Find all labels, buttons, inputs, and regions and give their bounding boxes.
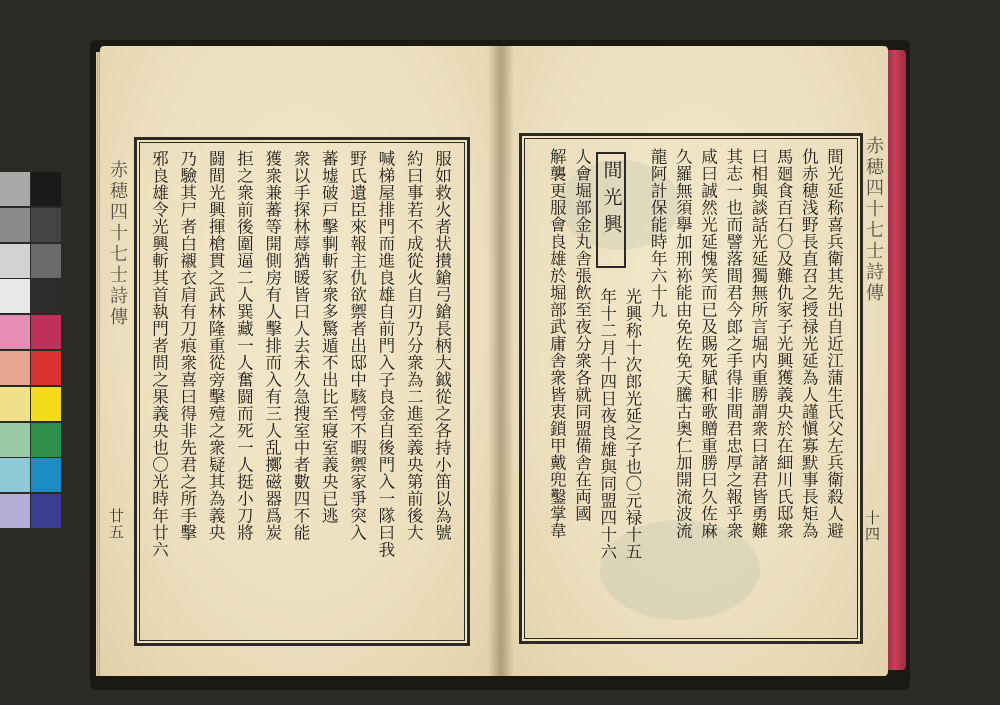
section-title: 間光興 [600, 160, 623, 241]
color-chip [31, 172, 61, 206]
text-column: 喊梯屋排門而進良雄自前門入子良金自後門入一隊曰我 [375, 150, 395, 558]
text-column: 馬廻食百石〇及難仇家子光興獲義央於在細川氏邸衆 [774, 148, 794, 539]
color-chip [31, 387, 61, 421]
left-page-number: 廿五 [107, 508, 125, 540]
text-column: 其志一也而譬落間君今郎之手得非間君忠厚之報乎衆 [723, 148, 743, 539]
color-chip [0, 423, 30, 457]
color-chip [31, 423, 61, 457]
text-column: 闘間光興揮槍貫之武林隆重從旁擊殪之衆疑其為義央 [206, 150, 226, 541]
text-column: 曰相與談話光延獨無所言堀内重勝謂衆曰諸君皆勇難 [748, 148, 768, 539]
text-column: 約曰事若不成從火自刃乃分衆為二進至義央第前後大 [404, 150, 424, 541]
color-chip [0, 208, 30, 242]
right-running-head: 赤穂四十七士詩傳 [863, 136, 884, 304]
color-chip [31, 279, 61, 313]
color-chip [0, 494, 30, 528]
text-column: 野氏遺臣來報主仇欲禦者出邸中駭愕不暇禦家爭突入 [347, 150, 367, 541]
color-chip [0, 172, 30, 206]
text-column: 年十二月十四日夜良雄與同盟四十六 [597, 288, 617, 560]
text-column: 咸曰誠然光延愧笑而已及賜死賦和歌贈重勝曰久佐麻 [698, 148, 718, 539]
color-chip [0, 387, 30, 421]
color-chip [31, 315, 61, 349]
text-column: 光興称十次郎光延之子也〇元禄十五 [622, 288, 642, 560]
text-column: 久羅無須擧加刑袮能由免佐免天騰古奥仁加開流波流 [673, 148, 693, 539]
text-column: 衆以手探林蓐猶暖皆曰人去未久急搜室中者數四不能 [291, 150, 310, 541]
text-column: 人會堀部金丸舎張飲至夜分衆各就同盟備舎在両國 [572, 148, 592, 522]
color-chip [31, 208, 61, 242]
color-chip [0, 458, 30, 492]
right-page-number: 十四 [863, 510, 881, 542]
text-column: 獲衆兼蕃等開側房有人擊排而入有三人乱擲磁器爲炭 [262, 150, 282, 541]
left-running-head: 赤穂四十七士詩傳 [107, 160, 128, 328]
color-chip [0, 279, 30, 313]
text-column: 解襲更服會良雄於堀部武庸舎衆皆衷鎖甲戴兜鑿掌韋 [547, 148, 567, 539]
section-title-box [596, 152, 626, 268]
text-column: 拒之衆前後圍逼二人巽藏一人奮闘而死一人挺小刀將 [234, 150, 254, 541]
color-chip [0, 351, 30, 385]
color-chip [31, 351, 61, 385]
text-column: 乃驗其尸者白襯衣肩有刀痕衆喜曰得非先君之所手擊 [177, 150, 197, 541]
text-column: 邪良雄令光興斬其首執門者問之果義央也〇光時年廿六 [149, 150, 169, 558]
color-checker [0, 172, 62, 530]
color-chip [31, 458, 61, 492]
text-column: 蕃墟破戸擊剚斬家衆多驚遁不出比至寢室義央已逃 [319, 150, 339, 524]
text-column: 龍阿計保能時年六十九 [648, 148, 668, 318]
color-chip [0, 315, 30, 349]
text-column: 間光延称喜兵衛其先出自近江蒲生氏父左兵衛殺人避 [824, 148, 844, 539]
text-column: 服如救火者状攅鎗弓鎗長柄大鉞從之各持小笛以為號 [432, 150, 452, 541]
book-gutter [488, 46, 514, 676]
color-chip [0, 244, 30, 278]
text-column: 仇赤穂浅野長直召之授禄光延為人謹愼寡默事長矩為 [799, 148, 819, 539]
color-chip [31, 244, 61, 278]
color-chip [31, 494, 61, 528]
